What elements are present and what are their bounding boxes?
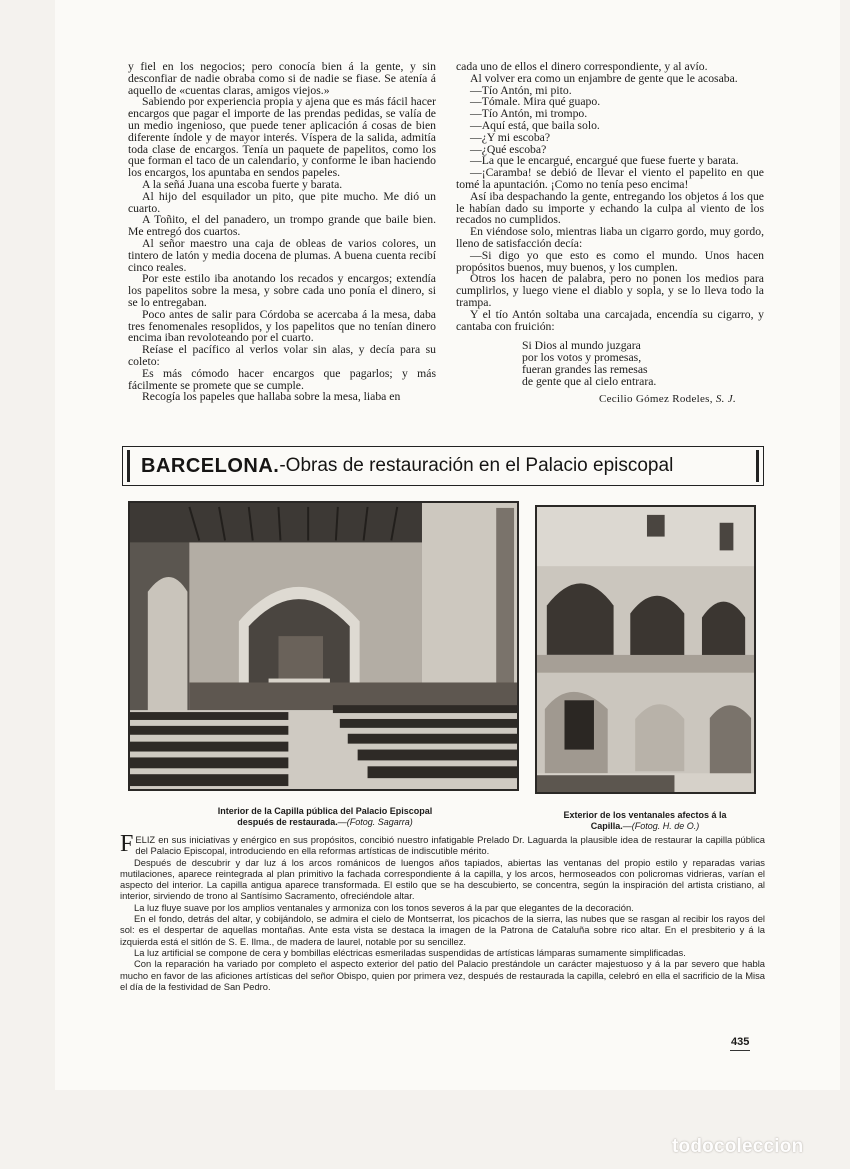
author-name: Cecilio Gómez Rodeles, [598,393,713,406]
poem-line: Si Dios al mundo juzgara [522,339,641,353]
paragraph: Al volver era como un enjambre de gente que le acosaba. [470,71,738,85]
headline-rule-left [127,450,130,482]
headline-city: BARCELONA. [141,454,280,477]
page-number: 435 [730,1036,750,1051]
paragraph: Así iba despachando la gente, entregando los objetos á los que le habían dado su importe y echando la culpa al viento de los recados no cumplidos. [456,189,764,227]
paragraph: En viéndose solo, mientras liaba un cigarro gordo, muy gordo, lleno de satisfacción decía: [456,225,764,250]
dialogue-line: —La que le encargué, encargué que fuese fuerte y barata. [470,154,739,168]
paragraph: Al hijo del esquilador un pito, que pite mucho. Me dió un cuarto. [128,189,436,215]
author-suffix: S. J. [715,393,736,406]
article-paragraph: Después de descubrir y dar luz á los arcos románicos de luengos años tapiados, abiertas las ventanas del propio estilo y reparadas varias mutilaciones, aparece reintegrada al plan primitivo la fachada correspondiente á la capilla, y los arcos, hermoseados con policromas vidrieras, varían el aspecto del interior. La capilla antigua aparece transformada. El estilo que se ha descubierto, se concentra, según la inspiración del artista cristiano, al interior, sirviendo de trono al Santísimo Sacramento, ofreciéndole altar. [120,856,765,902]
paragraph: Al señor maestro una caja de obleas de varios colores, un tintero de latón y media docena de plumas. A buena cuenta recibí cinco reales. [128,236,436,274]
dialogue-line: —Tío Antón, mi trompo. [470,107,588,121]
paragraph: Poco antes de salir para Córdoba se acercaba á la mesa, daba tres fenomenales resoplidos, y los papelitos que no tenían dinero encima iban revoloteando por el cuarto. [128,307,436,345]
section-headline [122,446,764,486]
cloister-exterior-illustration [537,507,754,792]
left-photo-caption [160,806,490,828]
chapel-interior-illustration [130,503,517,789]
dialogue-line: —¡Caramba! se debió de llevar el viento el papelito en que tomé la apuntación. ¡Como no tenía peso encima! [456,166,764,191]
paragraph: Por este estilo iba anotando los recados y encargos; extendía los papelitos sobre la mesa, y sobre cada uno ponía el dinero, si se lo entregaban. [128,272,436,309]
right-text-column [456,61,764,406]
caption-line: Exterior de los ventanales afectos á la [563,810,727,820]
dialogue-line: —Tío Antón, mi pito. [470,83,572,97]
article-paragraph: La luz fluye suave por los amplios ventanales y armoniza con los tonos severos á la par que elegantes de la decoración. [134,901,634,913]
poem-line: fueran grandes las remesas [522,363,648,377]
article-paragraph: En el fondo, detrás del altar, y cobijándolo, se admira el cielo de Montserrat, los picachos de la sierra, las nubes que se rasgan al recibir los rayos del sol: es el despertar de aquellas montañas. Ante esta vista se destaca la imagen de la Patrona de Cataluña sobre rico altar. En el presbiterio y á la izquierda está el sitlón de S. E. Ilma., de madera de laurel, notable por su sencillez. [120,913,765,947]
left-text-column [128,61,436,403]
paragraph: —Si digo yo que esto es como el mundo. Unos hacen propósitos buenos, muy buenos, y los cumplen. [456,248,764,274]
paragraph: Reíase el pacífico al verlos volar sin alas, y decía para su coleto: [128,343,436,368]
paragraph: Recogía los papeles que hallaba sobre la mesa, liaba en [142,390,401,404]
dialogue-line: —¿Y mi escoba? [470,130,551,144]
paragraph: A la señá Juana una escoba fuerte y barata. [142,177,343,191]
caption-line: Capilla. [590,821,623,831]
caption-line: después de restaurada. [237,817,338,827]
chapel-interior-photo [128,501,519,791]
article-paragraph: FELIZ en sus iniciativas y enérgico en sus propósitos, concibió nuestro infatigable Prelado Dr. Laguarda la plausible idea de restaurar la capilla pública del Palacio Episcopal, introduciendo en ella reformas artísticas de indiscutible mérito. [120,831,765,857]
paragraph: A Toñito, el del panadero, un trompo grande que baile bien. Me entregó dos cuartos. [128,213,436,239]
poem-verse [522,340,764,388]
dialogue-line: —Tómale. Mira qué guapo. [470,95,601,109]
cloister-exterior-photo [535,505,756,794]
headline-rule-right [756,450,759,482]
paragraph: Y el tío Antón soltaba una carcajada, encendía su cigarro, y cantaba con fruición: [456,307,764,333]
right-photo-caption [520,810,770,832]
article-paragraph: Con la reparación ha variado por completo el aspecto exterior del patio del Palacio prestándole un carácter majestuoso y á la par severo que habla mucho en favor de las aficiones artísticas del señor Obispo, quien por primera vez, después de restaurada la capilla, celebró en ella el sacrificio de la Misa el día de la festividad de San Pedro. [120,958,765,992]
paragraph: y fiel en los negocios; pero conocía bien á la gente, y sin desconfiar de nadie obraba como si de nadie se fiase. Se atenía á aquello de «cuentas claras, amigos viejos.» [128,60,436,97]
watermark: todocoleccion [672,1136,804,1157]
article-body [120,831,765,992]
poem-line: por los votos y promesas, [522,351,642,365]
poem-line: de gente que al cielo entrara. [522,375,657,389]
dialogue-line: —¿Qué escoba? [470,142,547,156]
author-signature [456,394,764,406]
article-paragraph: La luz artificial se compone de cera y bombillas eléctricas esmeriladas suspendidas de artísticas lámparas sumamente simplificadas. [134,946,686,958]
photo-credit: —(Fotog. H. de O.) [622,821,700,831]
dialogue-line: —Aquí está, que baila solo. [470,118,600,132]
drop-cap: F [120,831,134,857]
paragraph: Otros los hacen de palabra, pero no ponen los medios para cumplirlos, y luego viene el diablo y sopla, y se lo lleva todo la trampa. [456,272,764,309]
paragraph: Es más cómodo hacer encargos que pagarlos; y más fácilmente se promete que se cumple. [128,366,436,392]
paragraph: Sabiendo por experiencia propia y ajena que es más fácil hacer encargos que pagar el importe de las prendas pedidas, se valía de un medio ingenioso, que puede tener aplicación á cosas de bien diferente índole y de mayor interés. Víspera de la salida, admitía toda clase de encargos. Tenía un paquete de papelitos, como los que forman el taco de un calendario, y conforme le iban haciendo los encargos, los apuntaba en sendos papeles. [128,95,437,180]
photo-credit: —(Fotog. Sagarra) [337,817,413,827]
paragraph: cada uno de ellos el dinero correspondiente, y al avío. [456,60,708,73]
caption-line: Interior de la Capilla pública del Palacio Episcopal [217,806,433,816]
headline-title: -Obras de restauración en el Palacio episcopal [279,455,674,476]
